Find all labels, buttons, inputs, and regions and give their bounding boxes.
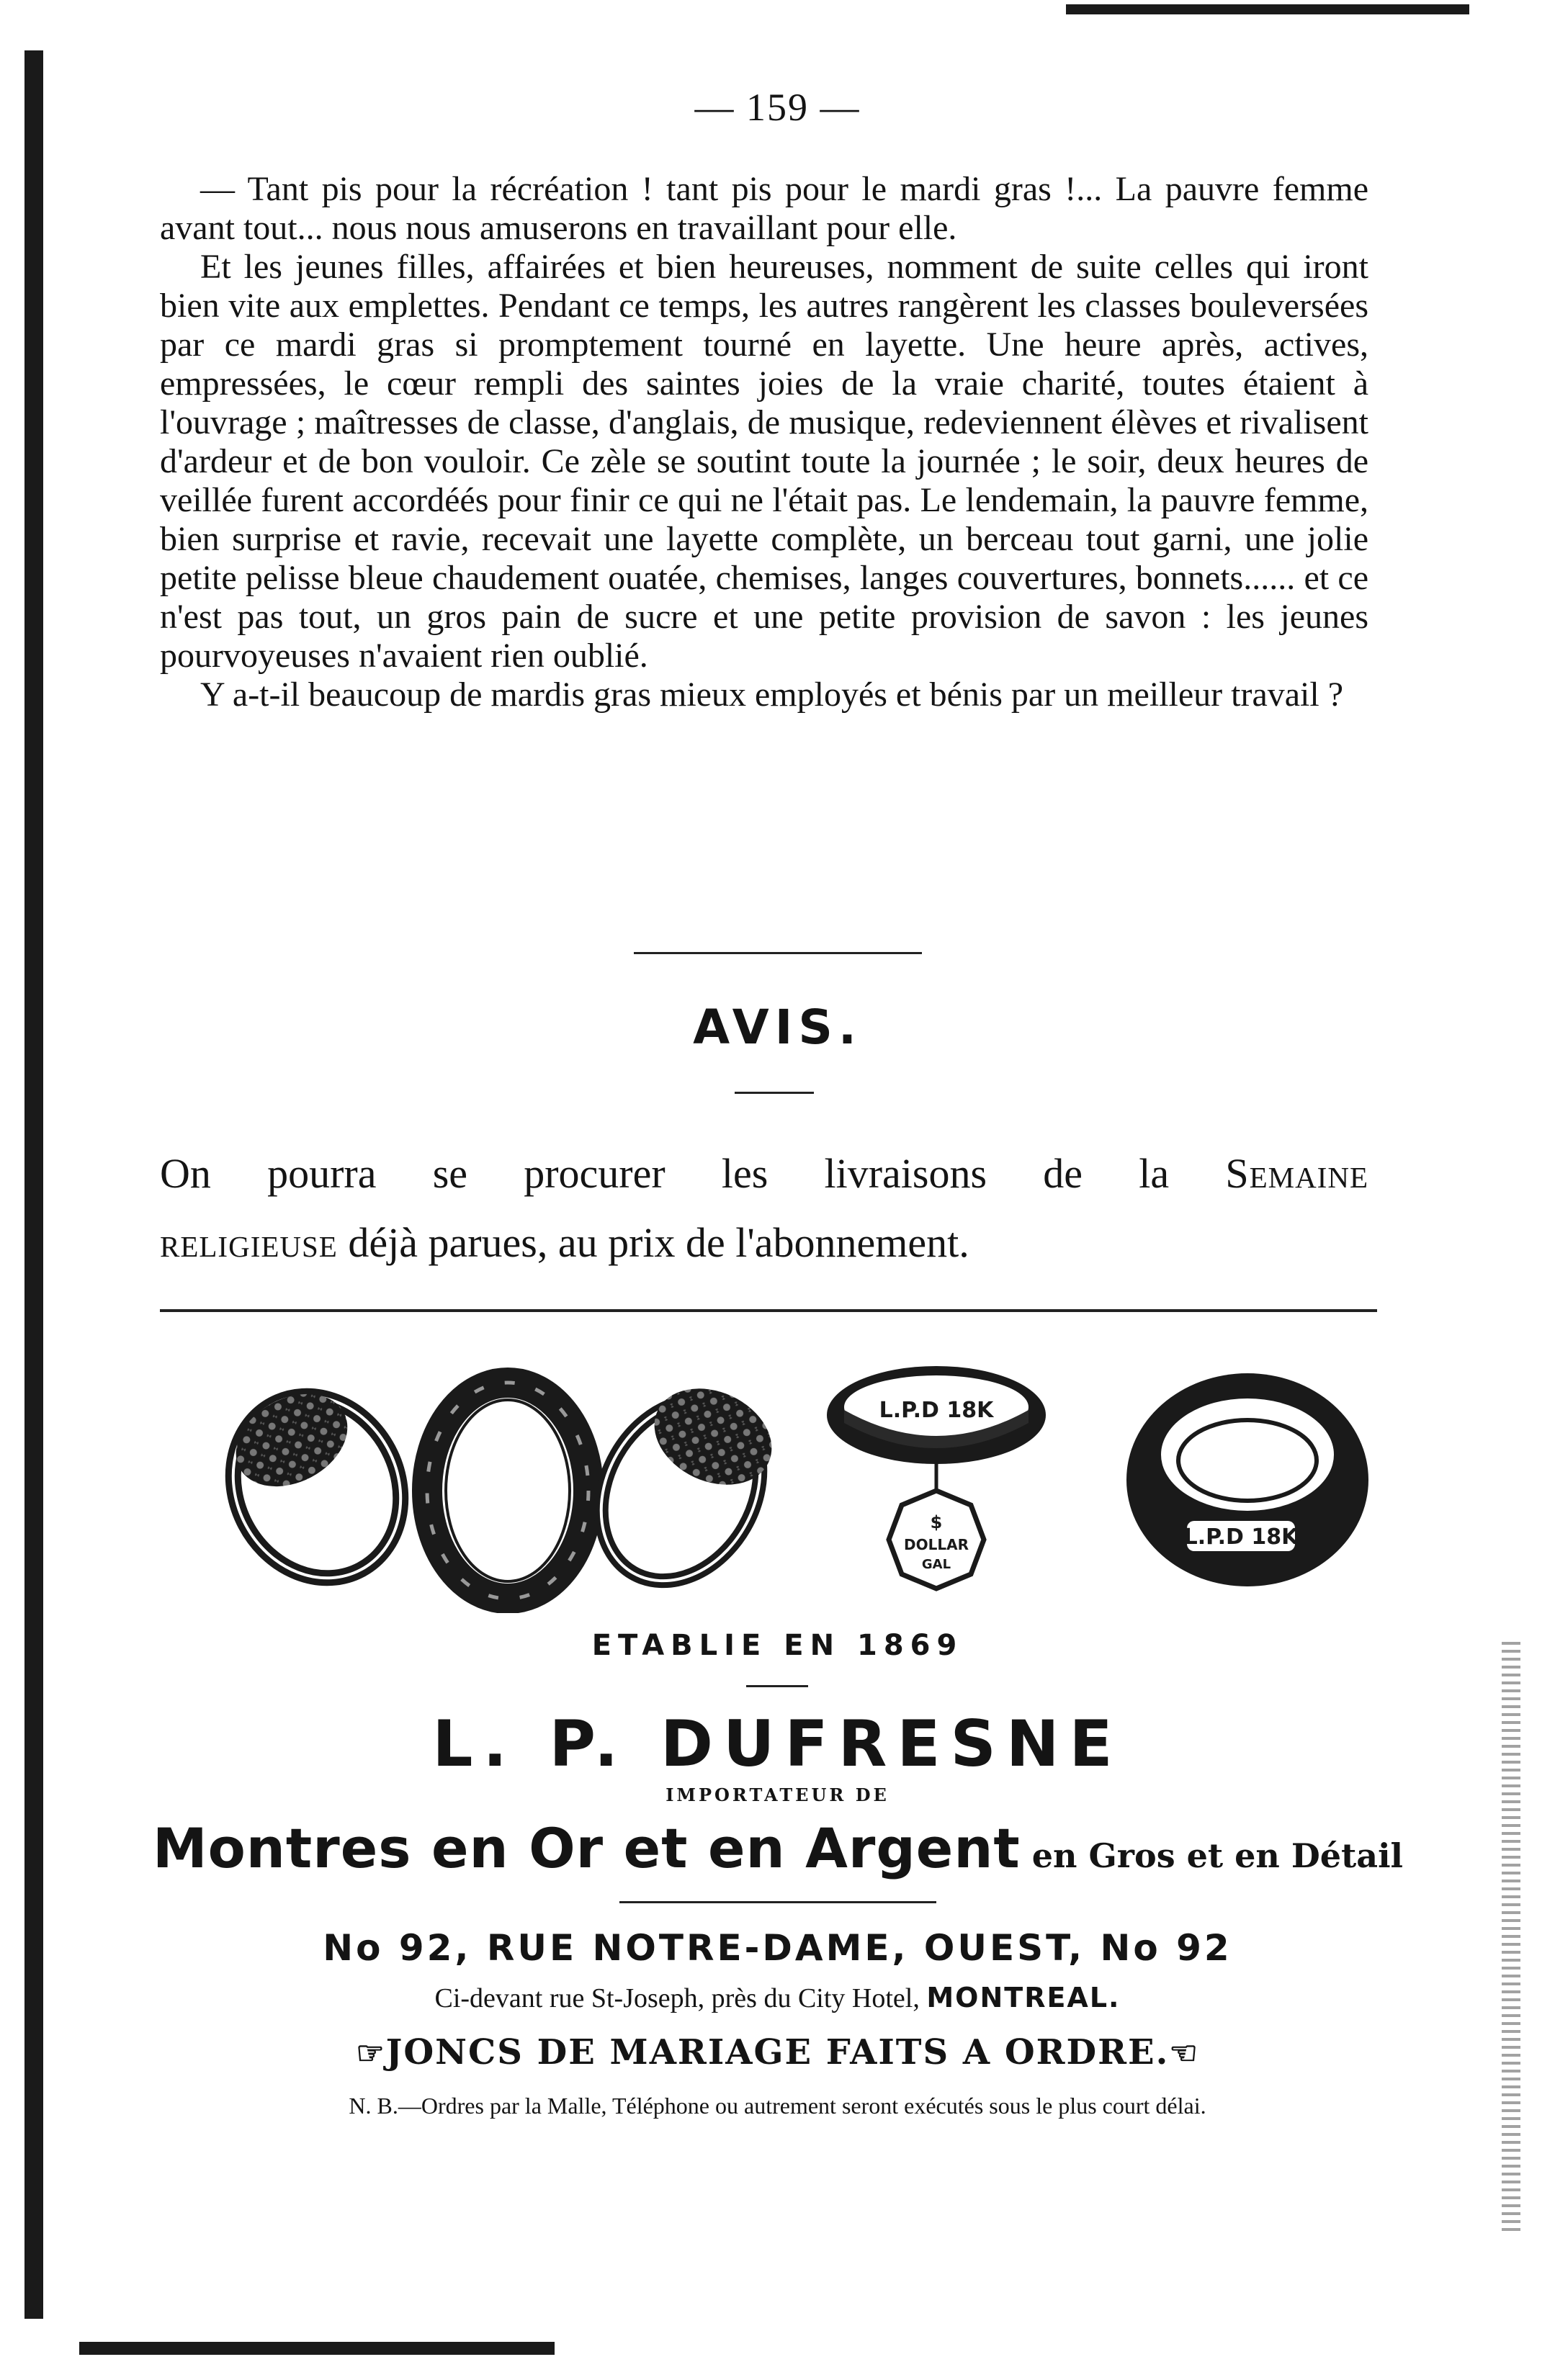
charm-engraving-sub: GAL (921, 1557, 951, 1572)
avis-title: AVIS. (693, 1000, 862, 1055)
charm-engraving: DOLLAR (904, 1536, 969, 1553)
wedding-rings-notice (0, 2032, 1555, 2073)
avis-text: On pourra se procurer les livraisons de la (160, 1150, 1226, 1197)
order-note: N. B.—Ordres par la Malle, Téléphone ou autrement seront exécutés sous le plus court délai. (349, 2093, 1206, 2119)
short-divider (735, 1092, 814, 1094)
short-divider (619, 1901, 936, 1903)
jewelry-illustration (216, 1354, 1383, 1613)
former-address-text: Ci-devant rue St-Joseph, près du City Hotel, (434, 1983, 927, 2013)
wide-band-engraving: L.P.D 18K (1183, 1524, 1299, 1550)
pointing-hand-right-icon: ☞ (356, 2035, 386, 2072)
avis-line-1 (160, 1139, 1368, 1208)
wide-band-ring-icon (1126, 1373, 1368, 1586)
avis-line-2 (160, 1208, 1368, 1277)
short-divider (746, 1685, 808, 1687)
scan-edge-top (1066, 4, 1469, 14)
publication-name: religieuse (160, 1219, 338, 1266)
band-engraving: L.P.D 18K (879, 1398, 994, 1423)
slogan-wholesale-retail: en Gros et en Détail (1020, 1836, 1404, 1875)
importer-label: IMPORTATEUR DE (666, 1784, 889, 1805)
advertisement-divider (160, 1309, 1377, 1312)
charm-symbol: $ (930, 1512, 943, 1532)
page-number: — 159 — (694, 86, 861, 129)
avis-notice (160, 1139, 1368, 1277)
section-divider (634, 952, 922, 954)
avis-text: déjà parues, au prix de l'abonnement. (337, 1219, 969, 1266)
slogan-main: Montres en Or et en Argent (152, 1816, 1021, 1880)
established-year: ETABLIE EN 1869 (591, 1629, 964, 1662)
city-name: MONTREAL. (926, 1982, 1121, 2013)
scan-edge-bottom (79, 2342, 555, 2355)
former-address (0, 1982, 1555, 2014)
publication-name: Semaine (1225, 1150, 1368, 1197)
wedding-rings-text: JONCS DE MARIAGE FAITS A ORDRE. (385, 2032, 1170, 2073)
scan-edge-left (24, 50, 43, 2319)
slogan (144, 1816, 1412, 1880)
pointing-hand-left-icon: ☜ (1169, 2035, 1199, 2072)
jeweler-name: L. P. DUFRESNE (432, 1707, 1123, 1781)
article-body (160, 170, 1368, 714)
gem-set-ring-icon (570, 1370, 792, 1609)
eternity-band-ring-icon (427, 1383, 588, 1599)
article-paragraph: Y a-t-il beaucoup de mardis gras mieux employés et bénis par un meilleur travail ? (200, 675, 1344, 714)
engraved-band-with-charm-icon (827, 1366, 1046, 1589)
article-paragraph: — Tant pis pour la récréation ! tant pis pour le mardi gras !... La pauvre femme avant tout... nous nous amuserons en travaillant pour elle. (160, 170, 1368, 247)
gem-cluster-ring-icon (216, 1367, 432, 1608)
shop-address: No 92, RUE NOTRE-DAME, OUEST, No 92 (323, 1927, 1232, 1969)
article-paragraph: Et les jeunes filles, affairées et bien heureuses, nomment de suite celles qui iront bien vite aux emplettes. Pendant ce temps, les autres rangèrent les classes bouleversées par ce mardi gras si promptement tourné en layette. Une heure après, actives, empressées, le cœur rempli des saintes joies de la vraie charité, toutes étaient à l'ouvrage ; maîtresses de classe, d'anglais, de musique, redeviennent élèves et rivalisent d'ardeur et de bon vouloir. Ce zèle se soutint toute la journée ; le soir, deux heures de veillée furent accordéés pour finir ce qui ne l'était pas. Le lendemain, la pauvre femme, bien surprise et ravie, recevait une layette complète, un berceau tout garni, une jolie petite pelisse bleue chaudement ouatée, chemises, langes couvertures, bonnets...... et ce n'est pas tout, un gros pain de sucre et une petite provision de savon : les jeunes pourvoyeuses n'avaient rien oublié. (160, 248, 1368, 675)
